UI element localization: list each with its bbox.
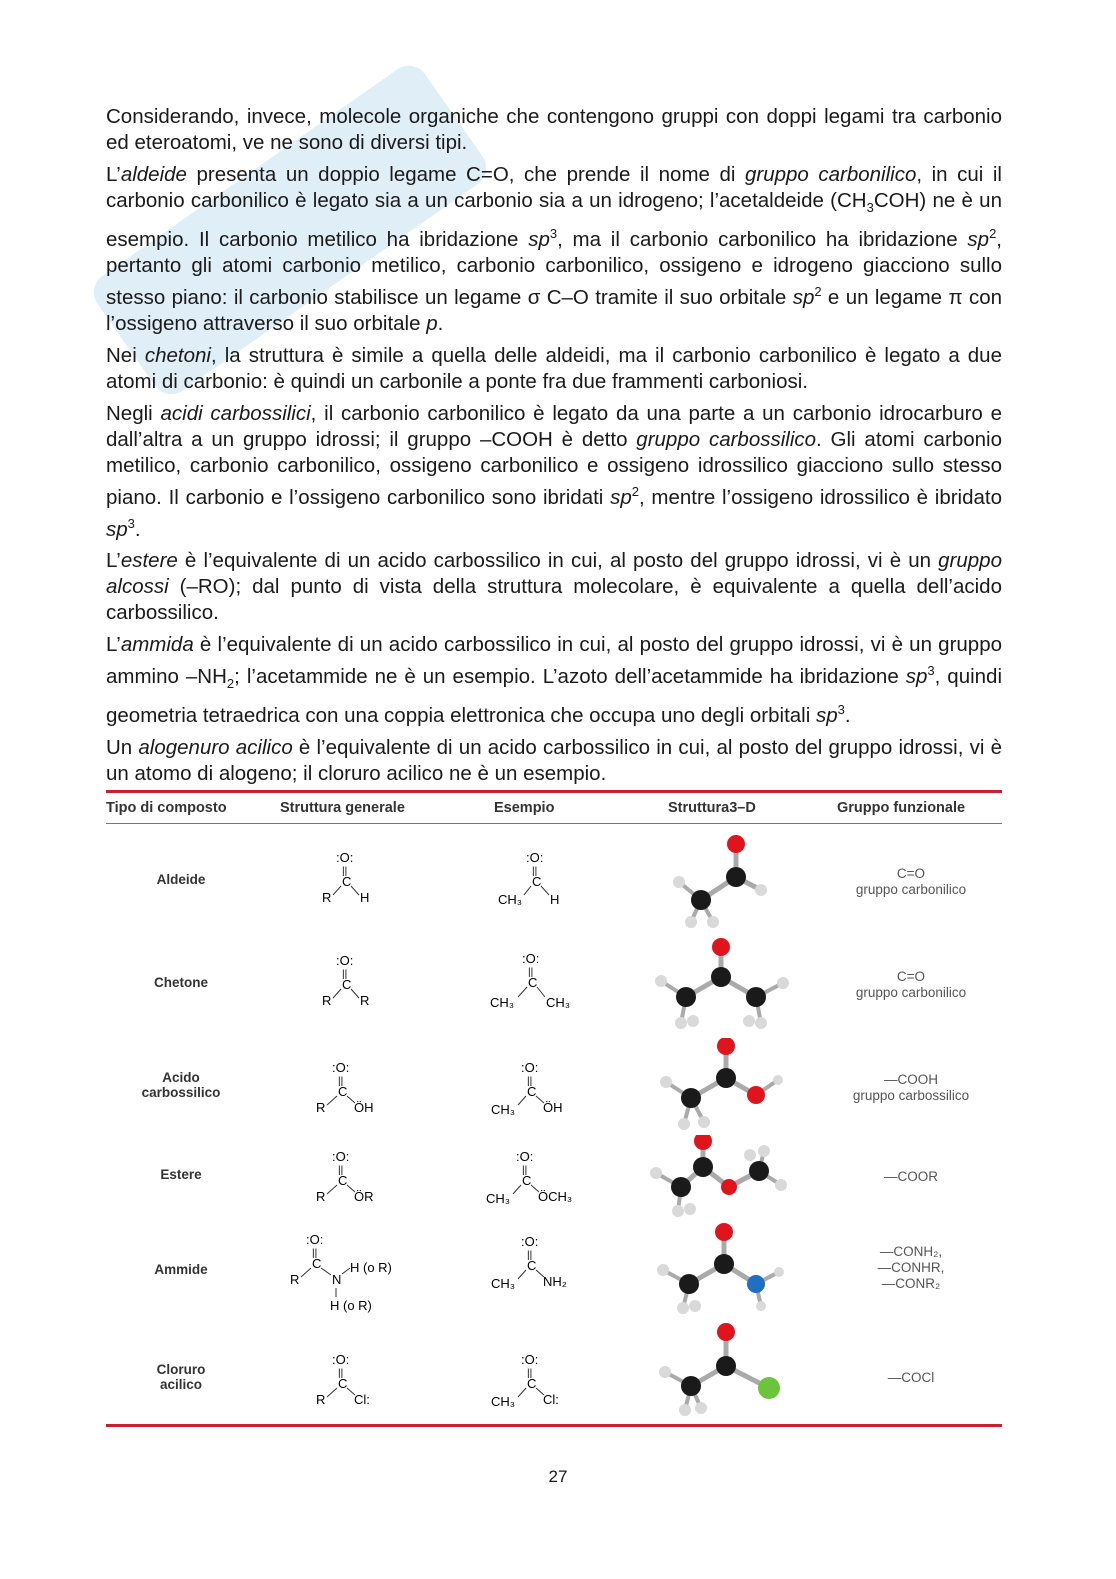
svg-text:||: || bbox=[342, 969, 348, 980]
general-structure bbox=[306, 848, 396, 918]
svg-text:NH₂: NH₂ bbox=[543, 1274, 567, 1289]
svg-text:C: C bbox=[338, 1173, 348, 1188]
svg-text:R: R bbox=[322, 890, 332, 905]
table-row bbox=[106, 832, 1002, 932]
svg-text:Cl:: Cl: bbox=[543, 1392, 559, 1407]
compound-name: Chetone bbox=[154, 975, 208, 990]
svg-text:||: || bbox=[527, 1368, 533, 1379]
svg-text:CH₃: CH₃ bbox=[491, 1394, 516, 1409]
svg-text:R: R bbox=[360, 993, 370, 1008]
svg-text::O:: :O: bbox=[332, 1060, 350, 1075]
table-bottom-rule bbox=[106, 1424, 1002, 1427]
svg-text:||: || bbox=[312, 1248, 318, 1259]
header-tipo: Tipo di composto bbox=[106, 800, 227, 816]
functional-groups-table bbox=[106, 790, 1002, 1430]
header-esempio: Esempio bbox=[494, 800, 555, 816]
svg-text:||: || bbox=[527, 1250, 533, 1261]
general-structure bbox=[306, 1147, 396, 1217]
svg-text:||: || bbox=[342, 866, 348, 877]
header-gruppo-funzionale: Gruppo funzionale bbox=[837, 800, 966, 816]
svg-text::O:: :O: bbox=[332, 1352, 350, 1367]
svg-text:||: || bbox=[532, 866, 538, 877]
svg-text::O:: :O: bbox=[306, 1232, 324, 1247]
table-row bbox=[106, 1320, 1002, 1420]
functional-group: —COOH gruppo carbossilico bbox=[852, 1072, 970, 1103]
molecule-3d-model bbox=[656, 1038, 796, 1138]
svg-text:C: C bbox=[312, 1256, 322, 1271]
svg-text::O:: :O: bbox=[521, 1352, 539, 1367]
svg-text:CH₃: CH₃ bbox=[546, 995, 571, 1010]
svg-text:R: R bbox=[290, 1272, 300, 1287]
header-struttura-generale: Struttura generale bbox=[280, 800, 405, 816]
functional-group: C=O gruppo carbonilico bbox=[855, 866, 967, 897]
svg-text:CH₃: CH₃ bbox=[486, 1191, 511, 1206]
svg-text:R: R bbox=[316, 1392, 326, 1407]
functional-group: —COOR bbox=[884, 1169, 938, 1184]
paragraph-alogenuro: Un alogenuro acilico è l’equivalente di un acido carbossilico in cui, al posto del gruppo idrossi, vi è un atomo di alogeno; il cloruro acilico ne è un esempio. bbox=[106, 736, 1002, 786]
svg-text:ÖR: ÖR bbox=[354, 1189, 374, 1204]
svg-text:||: || bbox=[522, 1165, 528, 1176]
svg-text::O:: :O: bbox=[522, 951, 540, 966]
svg-text::O:: :O: bbox=[336, 953, 354, 968]
molecule-3d-model bbox=[646, 1135, 796, 1225]
table-row bbox=[106, 1135, 1002, 1235]
svg-text:C: C bbox=[528, 975, 538, 990]
svg-text:C: C bbox=[338, 1376, 348, 1391]
table-header-rule bbox=[106, 823, 1002, 824]
table-row bbox=[106, 1038, 1002, 1138]
svg-text:||: || bbox=[338, 1165, 344, 1176]
svg-text:||: || bbox=[338, 1368, 344, 1379]
svg-text:N: N bbox=[332, 1272, 342, 1287]
svg-text::O:: :O: bbox=[516, 1149, 534, 1164]
compound-name: Cloruro acilico bbox=[156, 1362, 206, 1392]
compound-name: Ammide bbox=[154, 1262, 208, 1277]
svg-text:||: || bbox=[338, 1076, 344, 1087]
svg-text::O:: :O: bbox=[332, 1149, 350, 1164]
svg-text:C: C bbox=[532, 874, 542, 889]
svg-text:CH₃: CH₃ bbox=[491, 1276, 516, 1291]
svg-text:Cl:: Cl: bbox=[354, 1392, 370, 1407]
molecule-3d-model bbox=[651, 1320, 791, 1420]
example-structure bbox=[491, 1058, 591, 1128]
functional-group: —CONH₂, —CONHR, —CONR₂ bbox=[877, 1244, 945, 1291]
svg-text:C: C bbox=[522, 1173, 532, 1188]
svg-text:C: C bbox=[342, 977, 352, 992]
table-row bbox=[106, 935, 1002, 1035]
svg-text:ÖCH₃: ÖCH₃ bbox=[538, 1189, 573, 1204]
svg-text:R: R bbox=[316, 1100, 326, 1115]
svg-text::O:: :O: bbox=[336, 850, 354, 865]
page-number: 27 bbox=[548, 1467, 568, 1486]
svg-text:C: C bbox=[527, 1084, 537, 1099]
svg-text:||: || bbox=[528, 967, 534, 978]
paragraph-estere: L’estere è l’equivalente di un acido carbossilico in cui, al posto del gruppo idrossi, vi è un gruppo alcossi (–RO); dal punto di vista della struttura molecolare, è equivalente a quella dell’acido carbossilico. bbox=[106, 549, 1002, 625]
molecule-3d-model bbox=[661, 832, 791, 932]
paragraph-acidi: Negli acidi carbossilici, il carbonio carbonilico è legato da una parte a un carbonio idrocarburo e dall’altra a un gruppo idrossi; il gruppo –COOH è detto gruppo carbossilico. Gli atomi carbonio metilico, carbonio carbonilico, ossigeno carbonilico e ossigeno idrossilico giacciono sullo stesso piano. Il carbonio e l’ossigeno carbonilico sono ibridati $sp^2$, mentre l’ossigeno idrossilico è ibridato $sp^3$. bbox=[106, 401, 1003, 541]
svg-text:||: || bbox=[527, 1076, 533, 1087]
example-structure bbox=[486, 1147, 596, 1217]
svg-text::O:: :O: bbox=[521, 1060, 539, 1075]
svg-text:C: C bbox=[527, 1258, 537, 1273]
svg-text:R: R bbox=[316, 1189, 326, 1204]
svg-text:H: H bbox=[550, 892, 560, 907]
svg-text:H (o R): H (o R) bbox=[350, 1260, 392, 1275]
header-struttura-3d: Struttura3–D bbox=[668, 800, 756, 816]
svg-text:ÖH: ÖH bbox=[543, 1100, 563, 1115]
example-structure bbox=[491, 1232, 591, 1302]
svg-text::O:: :O: bbox=[526, 850, 544, 865]
general-structure bbox=[306, 1350, 396, 1420]
table-top-rule bbox=[106, 790, 1002, 793]
functional-group: C=O gruppo carbonilico bbox=[855, 969, 967, 1000]
svg-text:CH₃: CH₃ bbox=[498, 892, 523, 907]
compound-name: Aldeide bbox=[156, 872, 206, 887]
molecule-3d-model bbox=[651, 1222, 791, 1317]
svg-text:C: C bbox=[338, 1084, 348, 1099]
example-structure bbox=[491, 1350, 591, 1420]
functional-group: —COCl bbox=[887, 1370, 935, 1385]
svg-text:R: R bbox=[322, 993, 332, 1008]
general-structure bbox=[306, 1058, 396, 1128]
svg-text::O:: :O: bbox=[521, 1234, 539, 1249]
table-row bbox=[106, 1222, 1002, 1322]
compound-name: Estere bbox=[160, 1167, 202, 1182]
svg-text:ÖH: ÖH bbox=[354, 1100, 374, 1115]
general-structure bbox=[286, 1230, 416, 1320]
body-text bbox=[106, 104, 1002, 793]
paragraph-chetoni: Nei chetoni, la struttura è simile a quella delle aldeidi, ma il carbonio carbonilico è legato a due atomi di carbonio: è quindi un carbonile a ponte fra due frammenti carboniosi. bbox=[106, 343, 1002, 393]
paragraph-aldeide: L’aldeide presenta un doppio legame C=O, che prende il nome di gruppo carbonilico, in cui il carbonio carbonilico è legato sia a un carbonio sia a un idrogeno; l’acetaldeide $(CH_3COH)$ ne è un esempio. Il carbonio metilico ha ibridazione $sp^3$, ma il carbonio carbonilico ha ibridazione $sp^2$, pertanto gli atomi carbonio metilico, carbonio carbonilico, ossigeno e idrogeno giacciono sullo stesso piano: il carbonio stabilisce un legame σ C–O tramite il suo orbitale $sp^2$ e un legame π con l’ossigeno attraverso il suo orbitale p. bbox=[106, 163, 1002, 335]
example-structure bbox=[488, 949, 588, 1019]
paragraph-intro: Considerando, invece, molecole organiche che contengono gruppi con doppi legami tra carbonio ed eteroatomi, ve ne sono di diversi tipi. bbox=[106, 105, 1002, 154]
paragraph-ammide: L’ammida è l’equivalente di un acido carbossilico in cui, al posto del gruppo idrossi, vi è un gruppo ammino $-NH_2$; l’acetammide ne è un esempio. L’azoto dell’acetammide ha ibridazione $sp^3$, quindi geometria tetraedrica con una coppia elettronica che occupa uno degli orbitali $sp^3$. bbox=[106, 633, 1003, 728]
general-structure bbox=[306, 951, 396, 1021]
svg-text:C: C bbox=[342, 874, 352, 889]
compound-name: Acido carbossilico bbox=[141, 1070, 221, 1100]
svg-text:CH₃: CH₃ bbox=[491, 1102, 516, 1117]
molecule-3d-model bbox=[651, 935, 801, 1035]
example-structure bbox=[496, 848, 586, 918]
svg-text:C: C bbox=[527, 1376, 537, 1391]
svg-text:CH₃: CH₃ bbox=[490, 995, 515, 1010]
svg-text:H: H bbox=[360, 890, 370, 905]
svg-text:H (o R): H (o R) bbox=[330, 1298, 372, 1313]
